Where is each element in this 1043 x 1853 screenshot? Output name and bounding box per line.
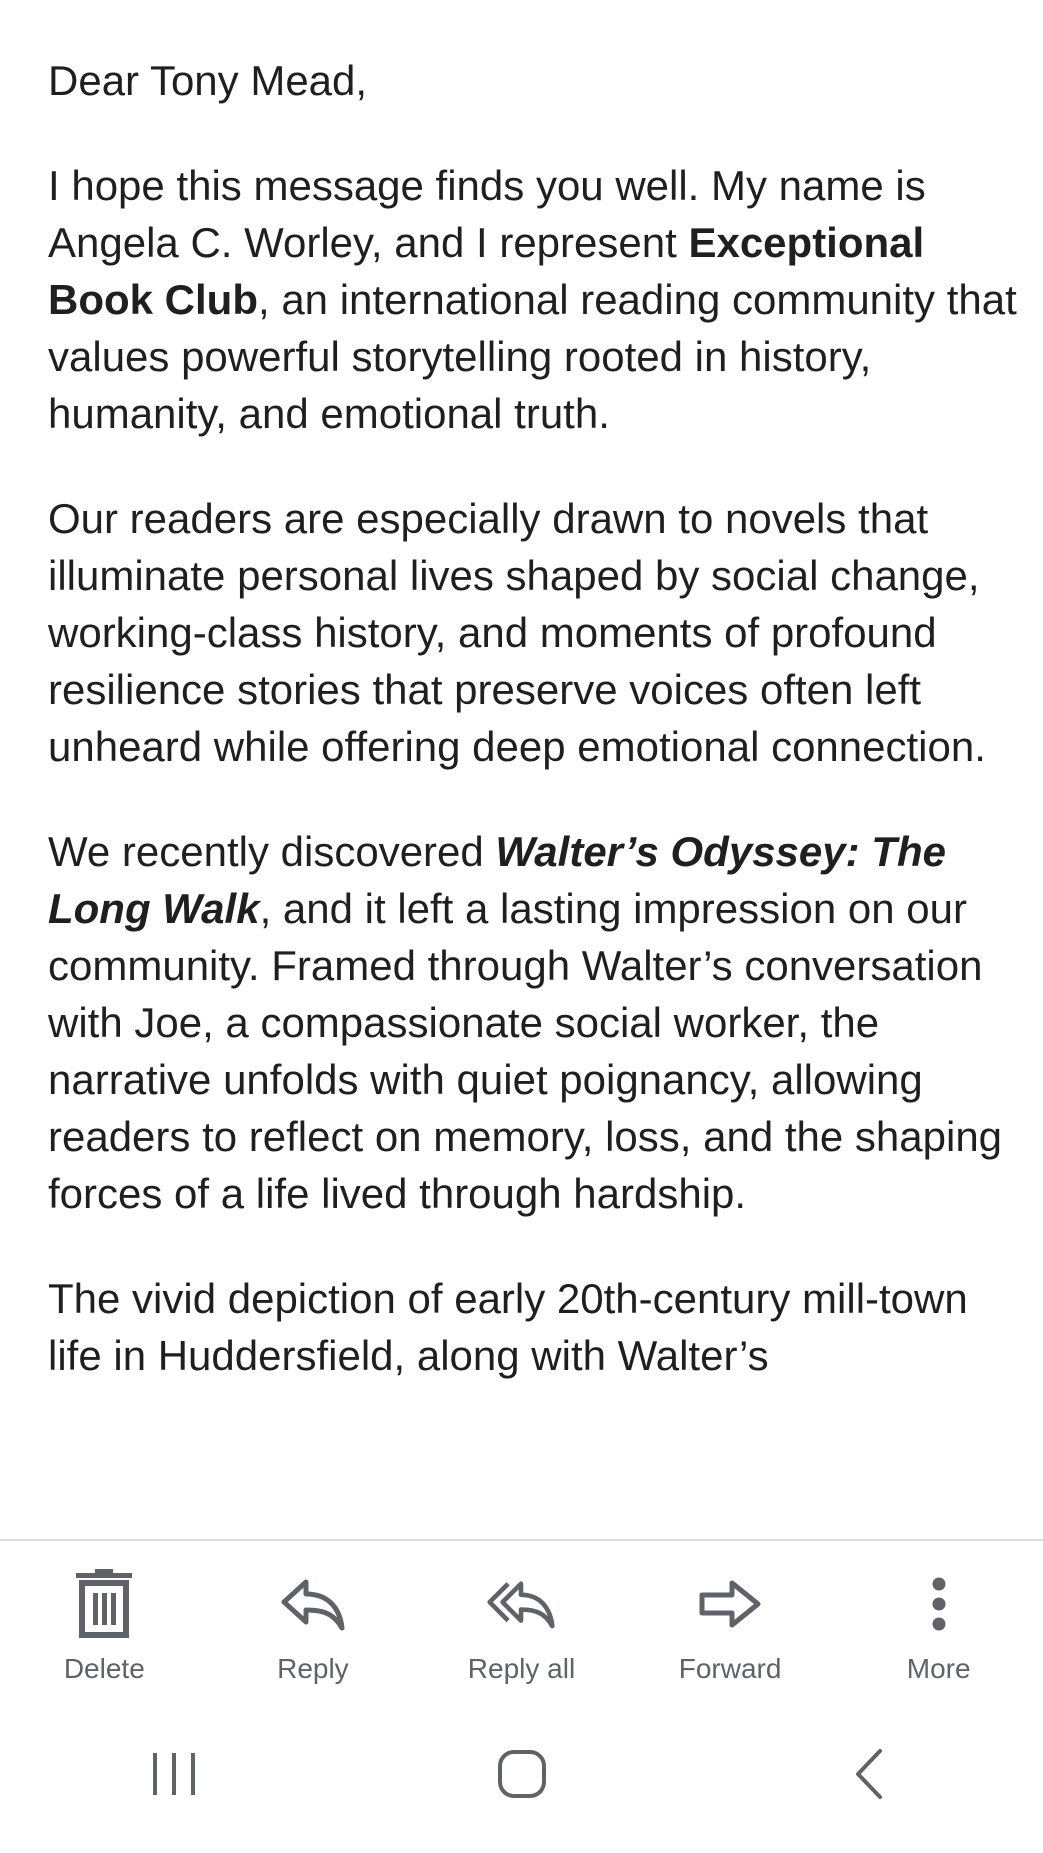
greeting: Dear Tony Mead, (48, 57, 368, 104)
paragraph-book (48, 823, 1033, 1222)
more-label: More (906, 1653, 971, 1684)
delete-label: Delete (63, 1653, 145, 1684)
paragraph-readers: Our readers are especially drawn to novels that illuminate personal lives shaped by social change, working-class history, and moments of profound resilience stories that preserve voices often left unheard while offering deep emotional connection. (48, 495, 986, 770)
recents-button[interactable] (0, 1700, 348, 1853)
reply-all-button[interactable] (417, 1541, 626, 1701)
reply-all-icon (486, 1569, 556, 1639)
system-navigation-bar (0, 1700, 1043, 1853)
forward-label: Forward (678, 1653, 782, 1684)
reply-icon (278, 1569, 348, 1639)
paragraph-intro (48, 157, 1033, 442)
paragraph-intro-rest: , an international reading community that values powerful storytelling rooted in history, humanity, and emotional truth. (48, 276, 1017, 437)
back-button[interactable] (695, 1700, 1043, 1853)
paragraph-depiction: The vivid depiction of early 20th-century mill-town life in Huddersfield, along with Walter’s (48, 1275, 968, 1379)
more-vert-icon (904, 1569, 974, 1639)
home-button[interactable] (348, 1700, 696, 1853)
club-name: Exceptional Book Club (48, 219, 925, 323)
back-icon (854, 1748, 884, 1805)
more-button[interactable] (834, 1541, 1043, 1701)
recents-icon (150, 1751, 198, 1802)
paragraph-intro-text: I hope this message finds you well. My name is Angela C. Worley, and I represent (48, 162, 926, 266)
reply-label: Reply (277, 1653, 349, 1684)
email-action-bar (0, 1539, 1043, 1701)
delete-button[interactable] (0, 1541, 209, 1701)
trash-icon (69, 1569, 139, 1639)
reply-all-label: Reply all (467, 1653, 576, 1684)
forward-icon (695, 1569, 765, 1639)
forward-button[interactable] (626, 1541, 835, 1701)
book-title: Walter’s Odyssey: The Long Walk (48, 828, 946, 932)
paragraph-book-text: We recently discovered (48, 828, 496, 875)
home-icon (497, 1749, 547, 1804)
paragraph-book-rest: , and it left a lasting impression on our community. Framed through Walter’s conversation with Joe, a compassionate social worker, the narrative unfolds with quiet poignancy, allowing readers to reflect on memory, loss, and the shaping forces of a life lived through hardship. (48, 885, 1003, 1217)
reply-button[interactable] (209, 1541, 418, 1701)
